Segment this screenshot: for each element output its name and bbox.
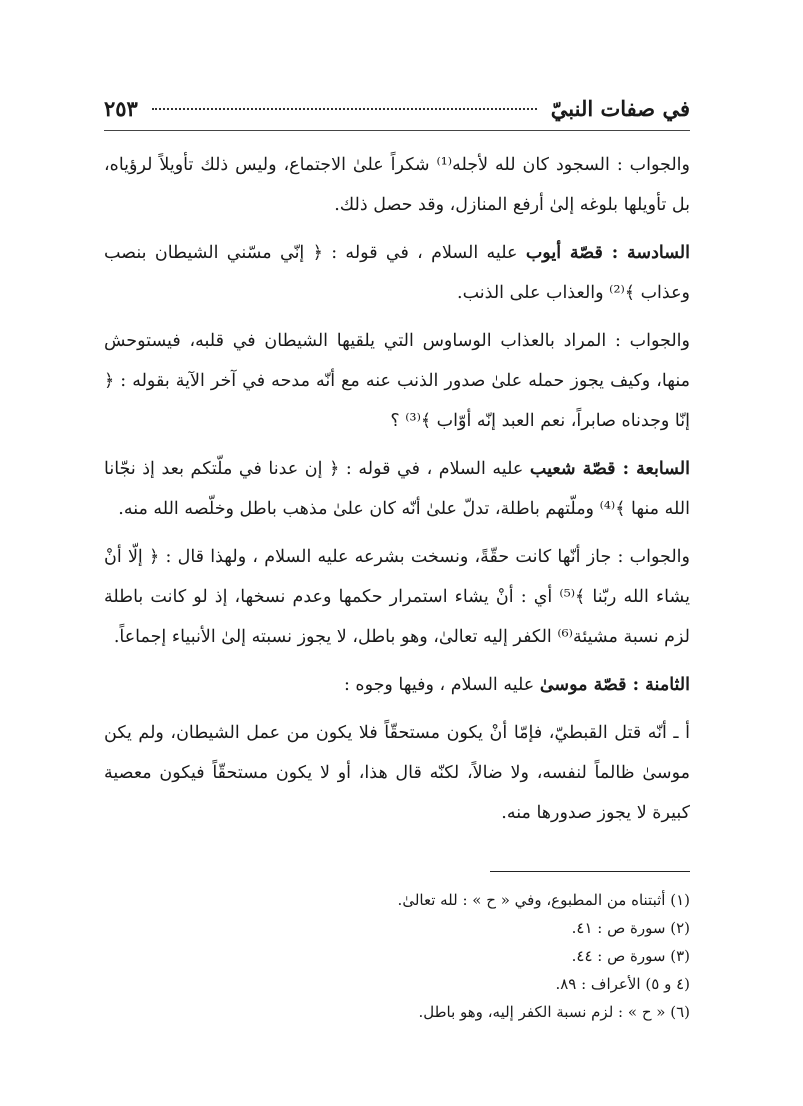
paragraph-text: عليه السلام ، في قوله : ﴿ إنّي مسّني الشيطان بنصب وعذاب ﴾⁽²⁾ والعذاب على الذنب. [104,243,690,303]
footnote-divider [490,871,690,872]
paragraph-text: عليه السلام ، في قوله : ﴿ إن عدنا في ملّتكم بعد إذ نجّانا الله منها ﴾⁽⁴⁾ وملّتهم باطلة، تدلّ علىٰ أنّه كان علىٰ مذهب باطل وخلّصه الله منه. [104,459,690,519]
footnote: (٤ و ٥) الأعراف : ٨٩. [555,975,690,993]
paragraph [104,321,690,441]
book-page [104,96,690,1026]
paragraph-text: والجواب : المراد بالعذاب الوساوس التي يلقيها الشيطان في قلبه، فيستوحش منها، وكيف يجوز حمله علىٰ صدور الذنب عنه مع أنّه مدحه في آخر الآية بقوله : ﴿ إنّا وجدناه صابراً، نعم العبد إنّه أوّاب ﴾⁽³⁾ ؟ [104,331,690,431]
paragraph-text: عليه السلام ، وفيها وجوه : [343,675,535,695]
dotted-leader [152,108,537,110]
section-heading: الثامنة : قصّة موسىٰ [539,675,690,695]
paragraph [104,233,690,313]
paragraph-text: والجواب : السجود كان لله لأجله⁽¹⁾ شكراً علىٰ الاجتماع، وليس ذلك تأويلاً لرؤياه، بل تأويلها بلوغه إلىٰ أرفع المنازل، وقد حصل ذلك. [104,155,690,215]
footnote: (١) أثبتناه من المطبوع، وفي « ح » : لله تعالىٰ. [397,891,690,909]
paragraph [104,449,690,529]
body-text [104,145,690,833]
footnote: (٢) سورة ص : ٤١. [571,919,690,937]
paragraph-text: أ ـ أنّه قتل القبطيّ، فإمّا أنْ يكون مستحقّاً فلا يكون من عمل الشيطان، ولم يكن موسىٰ ظالماً لنفسه، ولا ضالاً، لكنّه قال هذا، أو لا يكون مستحقّاً فيكون معصية كبيرة لا يجوز صدورها منه. [104,723,690,823]
section-heading: السادسة : قصّة أيوب [525,243,690,263]
footnote: (٣) سورة ص : ٤٤. [571,947,690,965]
section-heading: السابعة : قصّة شعيب [529,459,690,479]
header-title: في صفات النبيّ [550,96,690,121]
paragraph [104,537,690,657]
footnotes [104,886,690,1026]
paragraph [104,713,690,833]
footnote: (٦) « ح » : لزم نسبة الكفر إليه، وهو باطل. [418,1003,690,1021]
running-header [104,96,690,131]
page-number: ٢٥٣ [104,96,138,121]
paragraph [104,665,690,705]
paragraph-text: والجواب : جاز أنّها كانت حقّةً، ونسخت بشرعه عليه السلام ، ولهذا قال : ﴿ إلّا أنْ يشاء الله ربّنا ﴾⁽⁵⁾ أي : أنْ يشاء استمرار حكمها وعدم نسخها، إذ لو كانت باطلة لزم نسبة مشيئة⁽⁶⁾ الكفر إليه تعالىٰ، وهو باطل، لا يجوز نسبته إلىٰ الأنبياء إجماعاً. [104,547,690,647]
paragraph [104,145,690,225]
